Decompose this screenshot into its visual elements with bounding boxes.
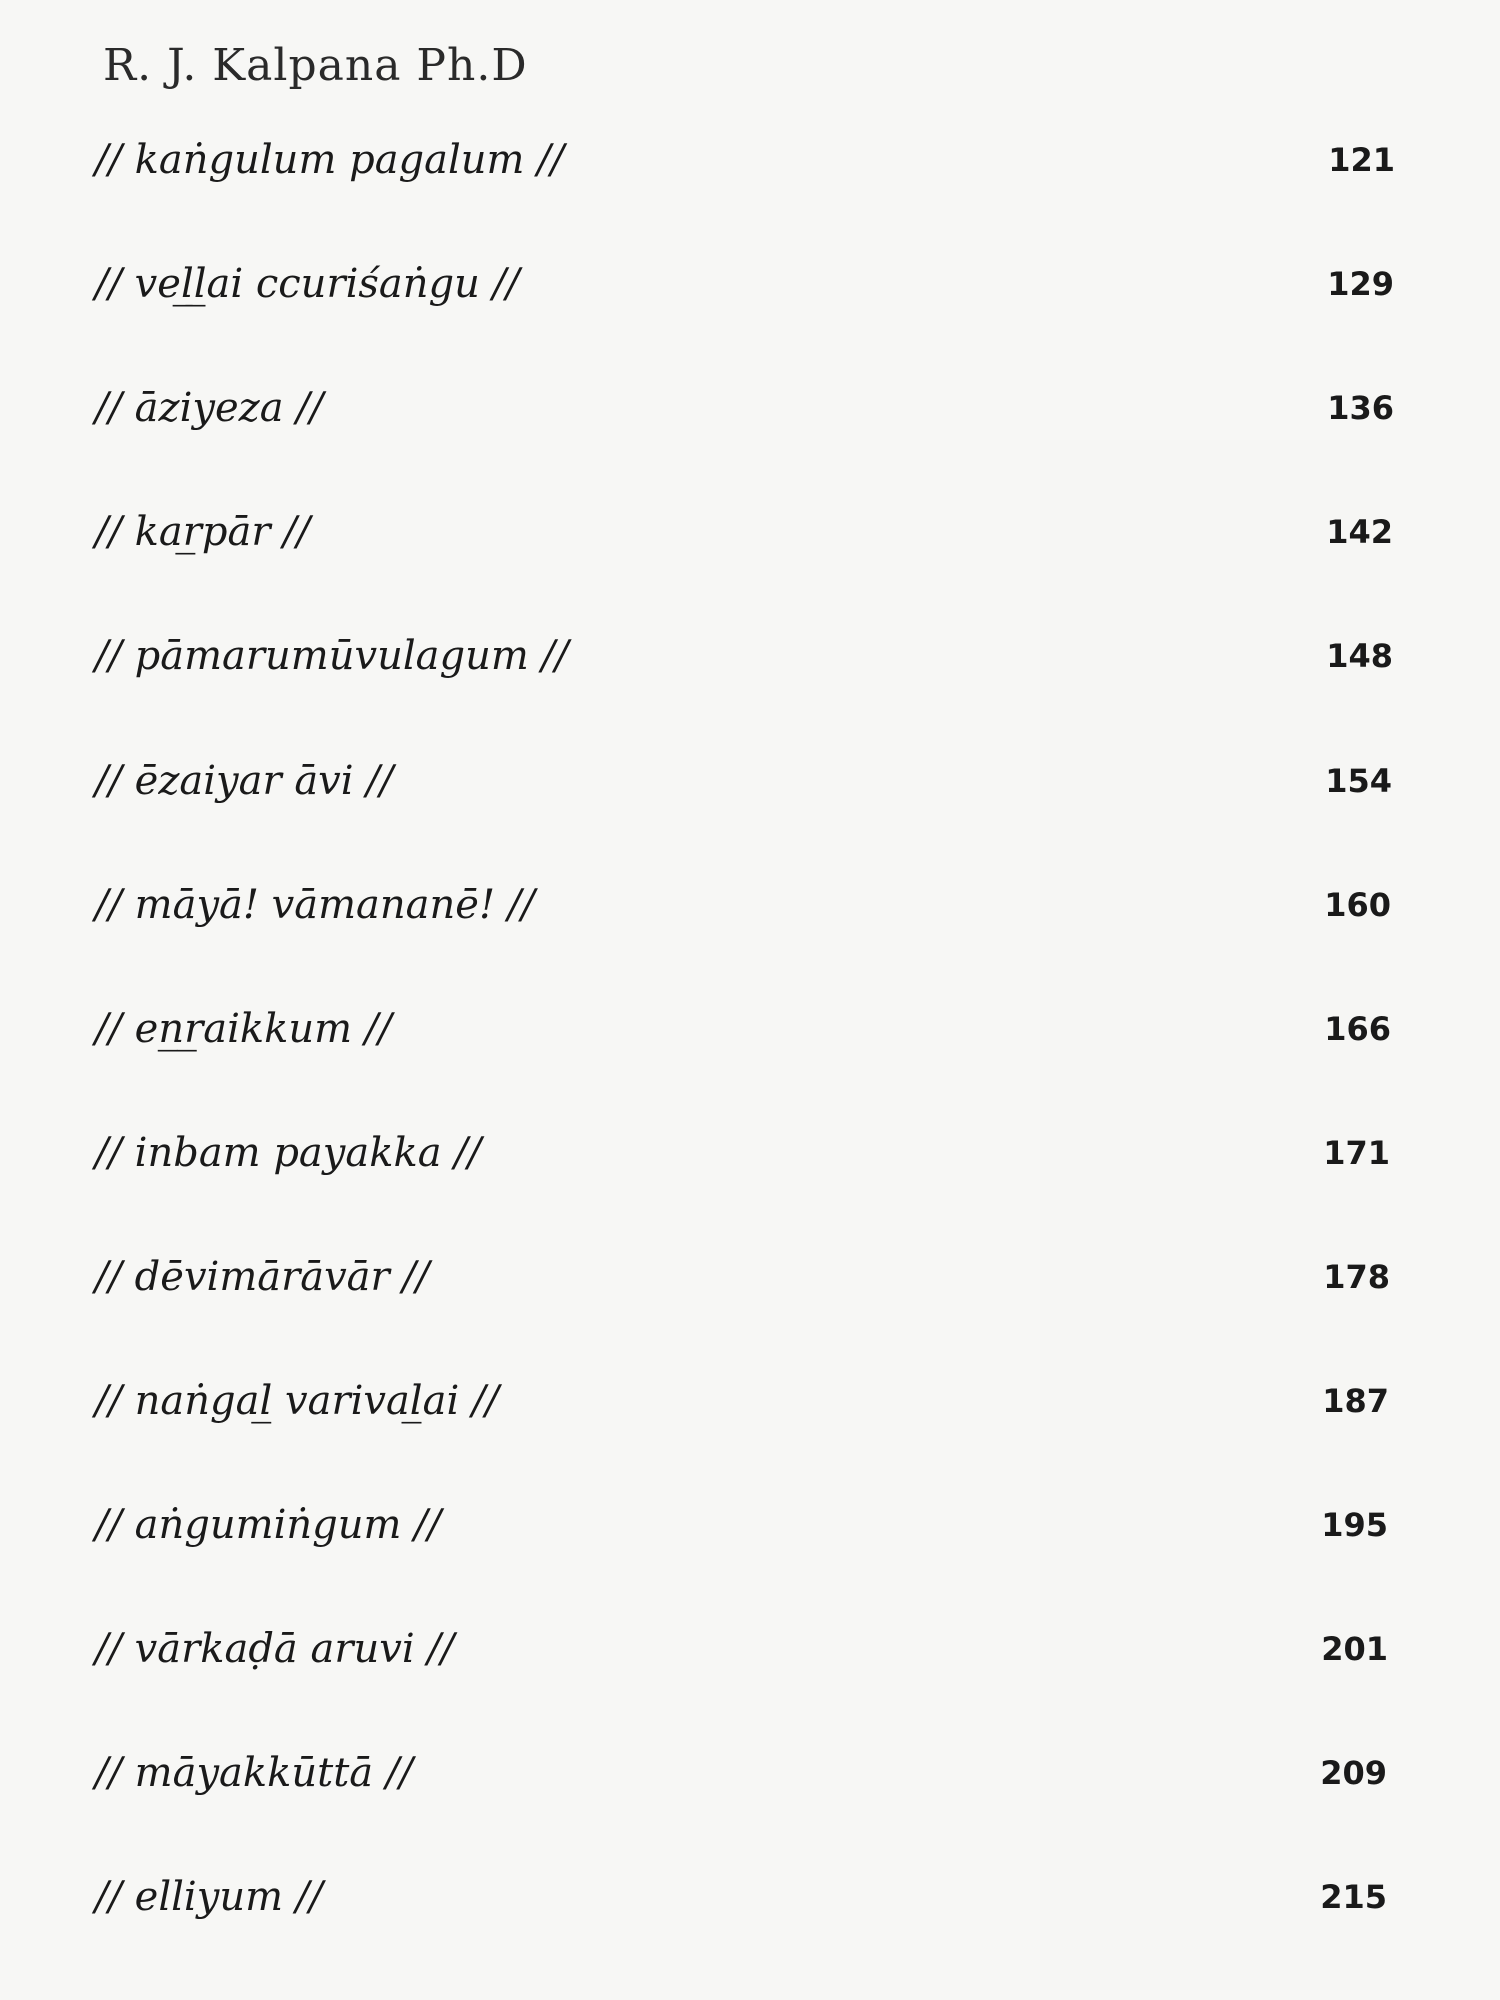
toc-entry	[95, 1485, 1388, 1565]
toc-entry-title: // ēzaiyar āvi //	[95, 757, 394, 804]
toc-entry-page-number: 215	[1320, 1878, 1387, 1917]
running-header-author: R. J. Kalpana Ph.D	[103, 40, 528, 91]
toc-entry-title: // māyakkūttā //	[95, 1750, 413, 1797]
toc-entry-title: // elliyum //	[95, 1874, 323, 1921]
toc-entry-page-number: 136	[1327, 389, 1394, 428]
toc-entry-title: // vel̲l̲ai ccuriśaṅgu //	[95, 261, 520, 308]
toc-entry	[95, 1857, 1387, 1937]
toc-entry-title: // inbam payakka //	[95, 1129, 482, 1176]
toc-entry-title: // vārkaḍā aruvi //	[95, 1626, 455, 1673]
toc-entry-title: // kar̲pār //	[95, 509, 311, 556]
toc-entry	[95, 1609, 1388, 1689]
toc-entry-page-number: 166	[1324, 1009, 1391, 1048]
toc-entry-page-number: 148	[1326, 637, 1393, 676]
toc-entry	[95, 368, 1394, 448]
toc-entry-title: // pāmarumūvulagum //	[95, 633, 569, 680]
toc-entry-page-number: 142	[1326, 513, 1393, 552]
toc-entry	[95, 989, 1391, 1069]
toc-entry-page-number: 171	[1323, 1133, 1390, 1172]
toc-entry	[95, 120, 1395, 200]
toc-entry-page-number: 201	[1321, 1630, 1388, 1669]
toc-entry-page-number: 209	[1320, 1754, 1387, 1793]
toc-entry	[95, 244, 1394, 324]
toc-entry-page-number: 195	[1321, 1506, 1388, 1545]
toc-entry-title: // dēvimārāvār //	[95, 1253, 430, 1300]
toc-entry-title: // āziyeza //	[95, 385, 324, 432]
toc-entry	[95, 741, 1392, 821]
toc-entry-page-number: 121	[1328, 141, 1395, 179]
toc-entry	[95, 1733, 1387, 1813]
toc-entry-page-number: 160	[1324, 885, 1391, 924]
toc-entry-page-number: 178	[1323, 1257, 1390, 1296]
toc-entry	[95, 1113, 1390, 1193]
toc-entry	[95, 492, 1393, 572]
toc-entry-title: // māyā! vāmananē! //	[95, 881, 535, 928]
toc-entry-page-number: 187	[1322, 1382, 1389, 1420]
toc-entry-page-number: 154	[1325, 761, 1392, 800]
toc-entry-page-number: 129	[1327, 265, 1394, 304]
toc-entry-title: // naṅgal̲ varival̲ai //	[95, 1378, 499, 1424]
toc-entry	[95, 865, 1391, 945]
toc-entry-title: // en̲r̲aikkum //	[95, 1005, 392, 1052]
toc-entry	[95, 616, 1393, 696]
toc-entry	[95, 1361, 1389, 1441]
toc-entry-title: // kaṅgulum pagalum //	[95, 137, 565, 183]
toc-entry	[95, 1237, 1390, 1317]
toc-entry-title: // aṅgumiṅgum //	[95, 1502, 442, 1549]
